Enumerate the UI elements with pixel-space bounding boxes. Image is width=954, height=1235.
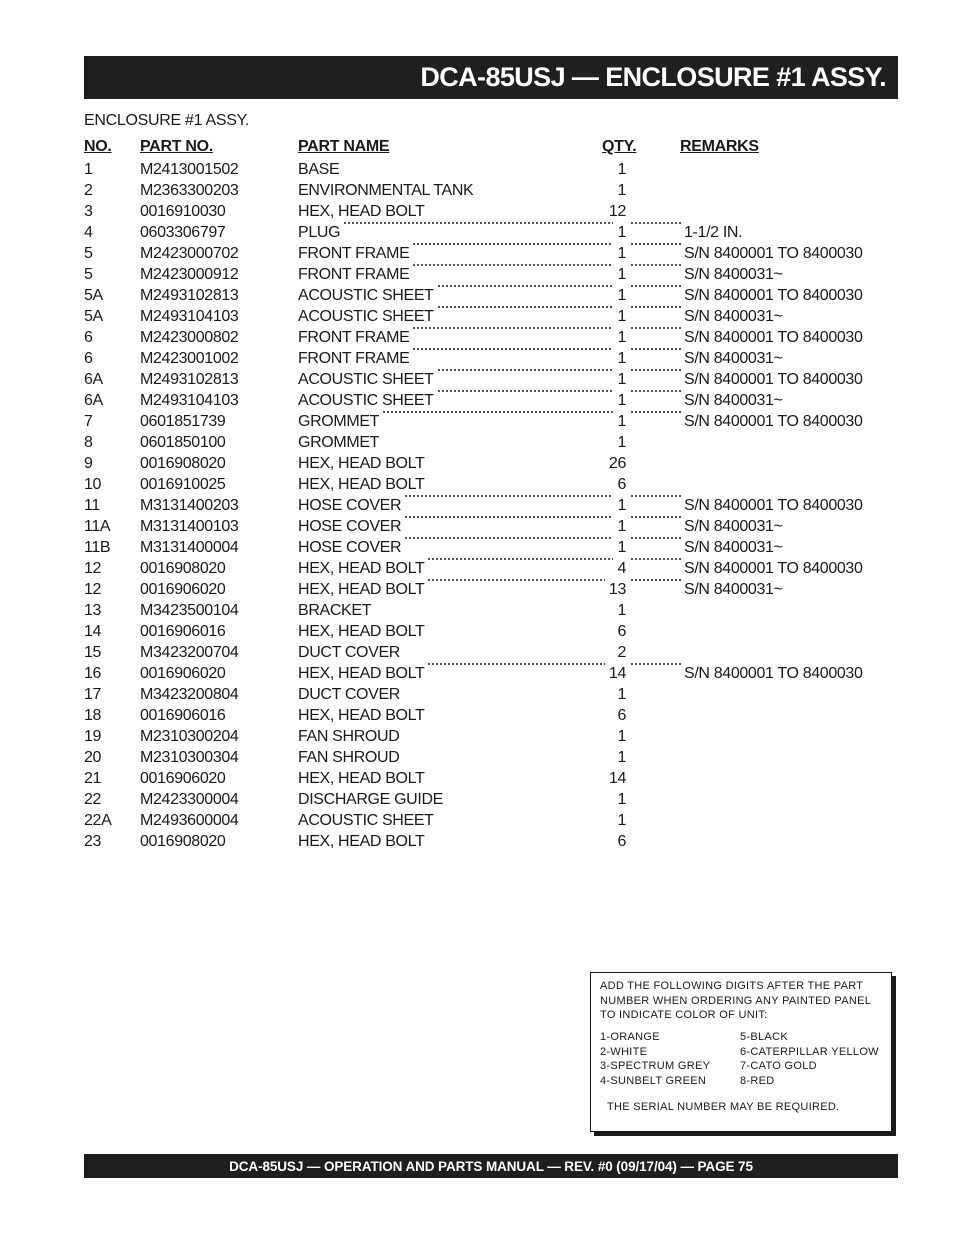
part-name: DISCHARGE GUIDE xyxy=(298,791,443,808)
quantity: 2 xyxy=(617,644,626,661)
part-name: ACOUSTIC SHEET xyxy=(298,812,434,829)
quantity: 1 xyxy=(617,413,626,430)
quantity: 1 xyxy=(617,350,626,367)
column-header-no: NO. xyxy=(84,138,112,155)
part-number-index: 19 xyxy=(84,728,102,745)
quantity: 14 xyxy=(608,770,626,787)
part-name: HEX, HEAD BOLT xyxy=(298,455,425,472)
part-number: M2423000702 xyxy=(140,245,239,262)
footer-text: DCA-85USJ — OPERATION AND PARTS MANUAL — REV. #0 (09/17/04) — PAGE 75 xyxy=(229,1158,753,1174)
quantity: 1 xyxy=(617,497,626,514)
quantity: 1 xyxy=(617,728,626,745)
paint-color-note xyxy=(590,972,892,1132)
quantity: 1 xyxy=(617,161,626,178)
dot-leader xyxy=(437,369,613,371)
part-name: ENVIRONMENTAL TANK xyxy=(298,182,474,199)
part-number: 0601850100 xyxy=(140,434,226,451)
part-name: HEX, HEAD BOLT xyxy=(298,476,425,493)
dot-leader xyxy=(437,390,613,392)
part-number-index: 4 xyxy=(84,224,93,241)
dot-leader xyxy=(427,663,605,665)
quantity: 1 xyxy=(617,308,626,325)
table-row xyxy=(0,768,954,789)
dot-leader xyxy=(630,390,681,392)
dot-leader xyxy=(630,663,681,665)
quantity: 1 xyxy=(617,749,626,766)
remarks: 1-1/2 IN. xyxy=(684,224,743,241)
quantity: 1 xyxy=(617,686,626,703)
part-number-index: 22 xyxy=(84,791,102,808)
part-number: M2493102813 xyxy=(140,371,239,388)
part-number-index: 8 xyxy=(84,434,93,451)
table-row xyxy=(0,432,954,453)
table-row xyxy=(0,411,954,432)
quantity: 6 xyxy=(617,476,626,493)
dot-leader xyxy=(404,537,613,539)
table-row xyxy=(0,180,954,201)
dot-leader xyxy=(630,306,681,308)
part-name: ACOUSTIC SHEET xyxy=(298,308,434,325)
dot-leader xyxy=(630,411,681,413)
table-row xyxy=(0,495,954,516)
part-number: 0016906020 xyxy=(140,665,226,682)
table-row xyxy=(0,579,954,600)
part-name: BASE xyxy=(298,161,340,178)
table-row xyxy=(0,474,954,495)
part-name: HEX, HEAD BOLT xyxy=(298,770,425,787)
color-code: 1-ORANGE xyxy=(600,1031,660,1043)
quantity: 1 xyxy=(617,371,626,388)
part-number-index: 5A xyxy=(84,287,103,304)
table-row xyxy=(0,663,954,684)
color-list-right xyxy=(740,1030,879,1088)
part-name: FAN SHROUD xyxy=(298,749,400,766)
table-row xyxy=(0,453,954,474)
part-number-index: 23 xyxy=(84,833,102,850)
part-number-index: 5A xyxy=(84,308,103,325)
remarks: S/N 8400001 TO 8400030 xyxy=(684,371,863,388)
remarks: S/N 8400031~ xyxy=(684,392,783,409)
part-number: 0016908020 xyxy=(140,833,226,850)
part-number: M2363300203 xyxy=(140,182,239,199)
dot-leader xyxy=(343,222,613,224)
dot-leader xyxy=(412,264,613,266)
part-number-index: 1 xyxy=(84,161,93,178)
part-number: M3131400203 xyxy=(140,497,239,514)
note-footer: THE SERIAL NUMBER MAY BE REQUIRED. xyxy=(607,1101,840,1113)
color-code: 4-SUNBELT GREEN xyxy=(600,1074,707,1087)
color-code: 2-WHITE xyxy=(600,1045,648,1058)
table-row xyxy=(0,726,954,747)
quantity: 1 xyxy=(617,329,626,346)
remarks: S/N 8400031~ xyxy=(684,539,783,556)
part-number: 0016908020 xyxy=(140,455,226,472)
table-row xyxy=(0,558,954,579)
quantity: 1 xyxy=(617,434,626,451)
dot-leader xyxy=(630,327,681,329)
part-number-index: 17 xyxy=(84,686,102,703)
part-number: M3423200804 xyxy=(140,686,239,703)
table-row xyxy=(0,327,954,348)
part-number-index: 11B xyxy=(84,539,111,556)
part-name: FRONT FRAME xyxy=(298,350,410,367)
dot-leader xyxy=(630,369,681,371)
remarks: S/N 8400031~ xyxy=(684,350,783,367)
part-number: 0016908020 xyxy=(140,560,226,577)
part-number-index: 5 xyxy=(84,266,93,283)
part-number: M3423500104 xyxy=(140,602,239,619)
part-number: M3423200704 xyxy=(140,644,239,661)
part-number-index: 16 xyxy=(84,665,102,682)
dot-leader xyxy=(630,348,681,350)
part-name: GROMMET xyxy=(298,413,380,430)
part-number: M2493600004 xyxy=(140,812,239,829)
page-title: DCA-85USJ — ENCLOSURE #1 ASSY. xyxy=(420,62,886,92)
part-name: FRONT FRAME xyxy=(298,245,410,262)
dot-leader xyxy=(437,306,613,308)
part-name: BRACKET xyxy=(298,602,372,619)
quantity: 1 xyxy=(617,812,626,829)
part-name: HEX, HEAD BOLT xyxy=(298,707,425,724)
quantity: 1 xyxy=(617,518,626,535)
parts-table xyxy=(0,159,954,852)
part-name: HEX, HEAD BOLT xyxy=(298,833,425,850)
color-code: 3-SPECTRUM GREY xyxy=(600,1060,711,1073)
table-row xyxy=(0,516,954,537)
color-code: 6-CATERPILLAR YELLOW xyxy=(740,1045,879,1058)
remarks: S/N 8400031~ xyxy=(684,308,783,325)
part-number: 0016906020 xyxy=(140,581,226,598)
table-row xyxy=(0,285,954,306)
table-row xyxy=(0,264,954,285)
part-number: M3131400004 xyxy=(140,539,239,556)
part-number-index: 13 xyxy=(84,602,102,619)
dot-leader xyxy=(427,558,613,560)
dot-leader xyxy=(630,558,681,560)
table-row xyxy=(0,348,954,369)
part-name: HOSE COVER xyxy=(298,497,402,514)
quantity: 1 xyxy=(617,791,626,808)
part-number-index: 9 xyxy=(84,455,93,472)
remarks: S/N 8400001 TO 8400030 xyxy=(684,665,863,682)
dot-leader xyxy=(382,411,613,413)
dot-leader xyxy=(412,348,613,350)
part-number: M2493102813 xyxy=(140,287,239,304)
part-number-index: 12 xyxy=(84,581,102,598)
part-number-index: 12 xyxy=(84,560,102,577)
part-number-index: 14 xyxy=(84,623,102,640)
part-number: M2423000802 xyxy=(140,329,239,346)
quantity: 1 xyxy=(617,602,626,619)
quantity: 1 xyxy=(617,182,626,199)
part-number: M2423000912 xyxy=(140,266,239,283)
part-number-index: 7 xyxy=(84,413,93,430)
part-name: HEX, HEAD BOLT xyxy=(298,203,425,220)
part-number-index: 15 xyxy=(84,644,102,661)
table-row xyxy=(0,306,954,327)
remarks: S/N 8400001 TO 8400030 xyxy=(684,413,863,430)
table-row xyxy=(0,642,954,663)
note-heading: ADD THE FOLLOWING DIGITS AFTER THE PART NUMBER WHEN ORDERING ANY PAINTED PANEL TO INDICATE COLOR OF UNIT: xyxy=(600,980,871,1022)
color-code: 5-BLACK xyxy=(740,1031,788,1043)
part-number-index: 11A xyxy=(84,518,111,535)
remarks: S/N 8400031~ xyxy=(684,581,783,598)
part-name: FAN SHROUD xyxy=(298,728,400,745)
part-name: ACOUSTIC SHEET xyxy=(298,287,434,304)
dot-leader xyxy=(630,579,681,581)
dot-leader xyxy=(437,285,613,287)
part-name: HEX, HEAD BOLT xyxy=(298,560,425,577)
part-number: 0016906016 xyxy=(140,707,226,724)
part-number: M2493104103 xyxy=(140,308,239,325)
column-header-part-no: PART NO. xyxy=(140,138,213,155)
part-number: M2310300304 xyxy=(140,749,239,766)
part-name: DUCT COVER xyxy=(298,686,400,703)
part-name: DUCT COVER xyxy=(298,644,400,661)
remarks: S/N 8400031~ xyxy=(684,518,783,535)
table-row xyxy=(0,621,954,642)
table-row xyxy=(0,159,954,180)
column-header-qty: QTY. xyxy=(602,138,637,155)
dot-leader xyxy=(630,222,681,224)
quantity: 12 xyxy=(608,203,626,220)
quantity: 26 xyxy=(608,455,626,472)
page-footer xyxy=(84,1154,898,1178)
part-number-index: 10 xyxy=(84,476,102,493)
dot-leader xyxy=(427,579,605,581)
part-name: FRONT FRAME xyxy=(298,266,410,283)
part-name: HEX, HEAD BOLT xyxy=(298,623,425,640)
part-number: 0016906016 xyxy=(140,623,226,640)
table-row xyxy=(0,222,954,243)
part-number: M3131400103 xyxy=(140,518,239,535)
part-number: 0016910030 xyxy=(140,203,226,220)
section-title: ENCLOSURE #1 ASSY. xyxy=(84,112,250,129)
color-code: 8-RED xyxy=(740,1074,775,1087)
part-name: HOSE COVER xyxy=(298,518,402,535)
quantity: 6 xyxy=(617,623,626,640)
part-number-index: 18 xyxy=(84,707,102,724)
quantity: 14 xyxy=(608,665,626,682)
dot-leader xyxy=(630,495,681,497)
quantity: 1 xyxy=(617,539,626,556)
table-row xyxy=(0,684,954,705)
part-name: FRONT FRAME xyxy=(298,329,410,346)
part-number-index: 6 xyxy=(84,350,93,367)
column-header-part-name: PART NAME xyxy=(298,138,390,155)
part-number-index: 6A xyxy=(84,392,103,409)
remarks: S/N 8400001 TO 8400030 xyxy=(684,560,863,577)
dot-leader xyxy=(630,285,681,287)
color-code: 7-CATO GOLD xyxy=(740,1060,817,1073)
part-name: HOSE COVER xyxy=(298,539,402,556)
part-number-index: 3 xyxy=(84,203,93,220)
quantity: 1 xyxy=(617,266,626,283)
dot-leader xyxy=(404,495,613,497)
table-row xyxy=(0,789,954,810)
quantity: 13 xyxy=(608,581,626,598)
remarks: S/N 8400001 TO 8400030 xyxy=(684,497,863,514)
quantity: 1 xyxy=(617,287,626,304)
part-number-index: 11 xyxy=(84,497,100,514)
remarks: S/N 8400001 TO 8400030 xyxy=(684,287,863,304)
part-number-index: 21 xyxy=(84,770,102,787)
part-number: M2493104103 xyxy=(140,392,239,409)
dot-leader xyxy=(412,327,613,329)
part-name: ACOUSTIC SHEET xyxy=(298,392,434,409)
part-name: GROMMET xyxy=(298,434,380,451)
part-number: 0016906020 xyxy=(140,770,226,787)
table-row xyxy=(0,537,954,558)
dot-leader xyxy=(630,243,681,245)
table-row xyxy=(0,243,954,264)
remarks: S/N 8400001 TO 8400030 xyxy=(684,245,863,262)
part-name: HEX, HEAD BOLT xyxy=(298,665,425,682)
table-row xyxy=(0,201,954,222)
table-row xyxy=(0,600,954,621)
table-row xyxy=(0,747,954,768)
part-name: PLUG xyxy=(298,224,341,241)
table-row xyxy=(0,705,954,726)
table-row xyxy=(0,390,954,411)
remarks: S/N 8400031~ xyxy=(684,266,783,283)
dot-leader xyxy=(630,516,681,518)
column-header-remarks: REMARKS xyxy=(680,138,759,155)
part-number: 0601851739 xyxy=(140,413,226,430)
quantity: 4 xyxy=(617,560,626,577)
dot-leader xyxy=(630,537,681,539)
part-number: 0016910025 xyxy=(140,476,226,493)
part-name: HEX, HEAD BOLT xyxy=(298,581,425,598)
part-number-index: 6 xyxy=(84,329,93,346)
quantity: 1 xyxy=(617,224,626,241)
part-number-index: 5 xyxy=(84,245,93,262)
remarks: S/N 8400001 TO 8400030 xyxy=(684,329,863,346)
part-number: M2423001002 xyxy=(140,350,239,367)
part-number: M2413001502 xyxy=(140,161,239,178)
quantity: 6 xyxy=(617,707,626,724)
color-list-left xyxy=(600,1030,710,1088)
page-title-bar xyxy=(84,56,898,99)
part-number-index: 2 xyxy=(84,182,93,199)
part-number-index: 22A xyxy=(84,812,112,829)
part-number: M2423300004 xyxy=(140,791,239,808)
quantity: 1 xyxy=(617,245,626,262)
part-number-index: 6A xyxy=(84,371,103,388)
quantity: 1 xyxy=(617,392,626,409)
dot-leader xyxy=(412,243,613,245)
table-row xyxy=(0,831,954,852)
part-number: 0603306797 xyxy=(140,224,226,241)
part-number: M2310300204 xyxy=(140,728,239,745)
part-number-index: 20 xyxy=(84,749,102,766)
table-row xyxy=(0,810,954,831)
dot-leader xyxy=(630,264,681,266)
table-row xyxy=(0,369,954,390)
dot-leader xyxy=(404,516,613,518)
quantity: 6 xyxy=(617,833,626,850)
part-name: ACOUSTIC SHEET xyxy=(298,371,434,388)
